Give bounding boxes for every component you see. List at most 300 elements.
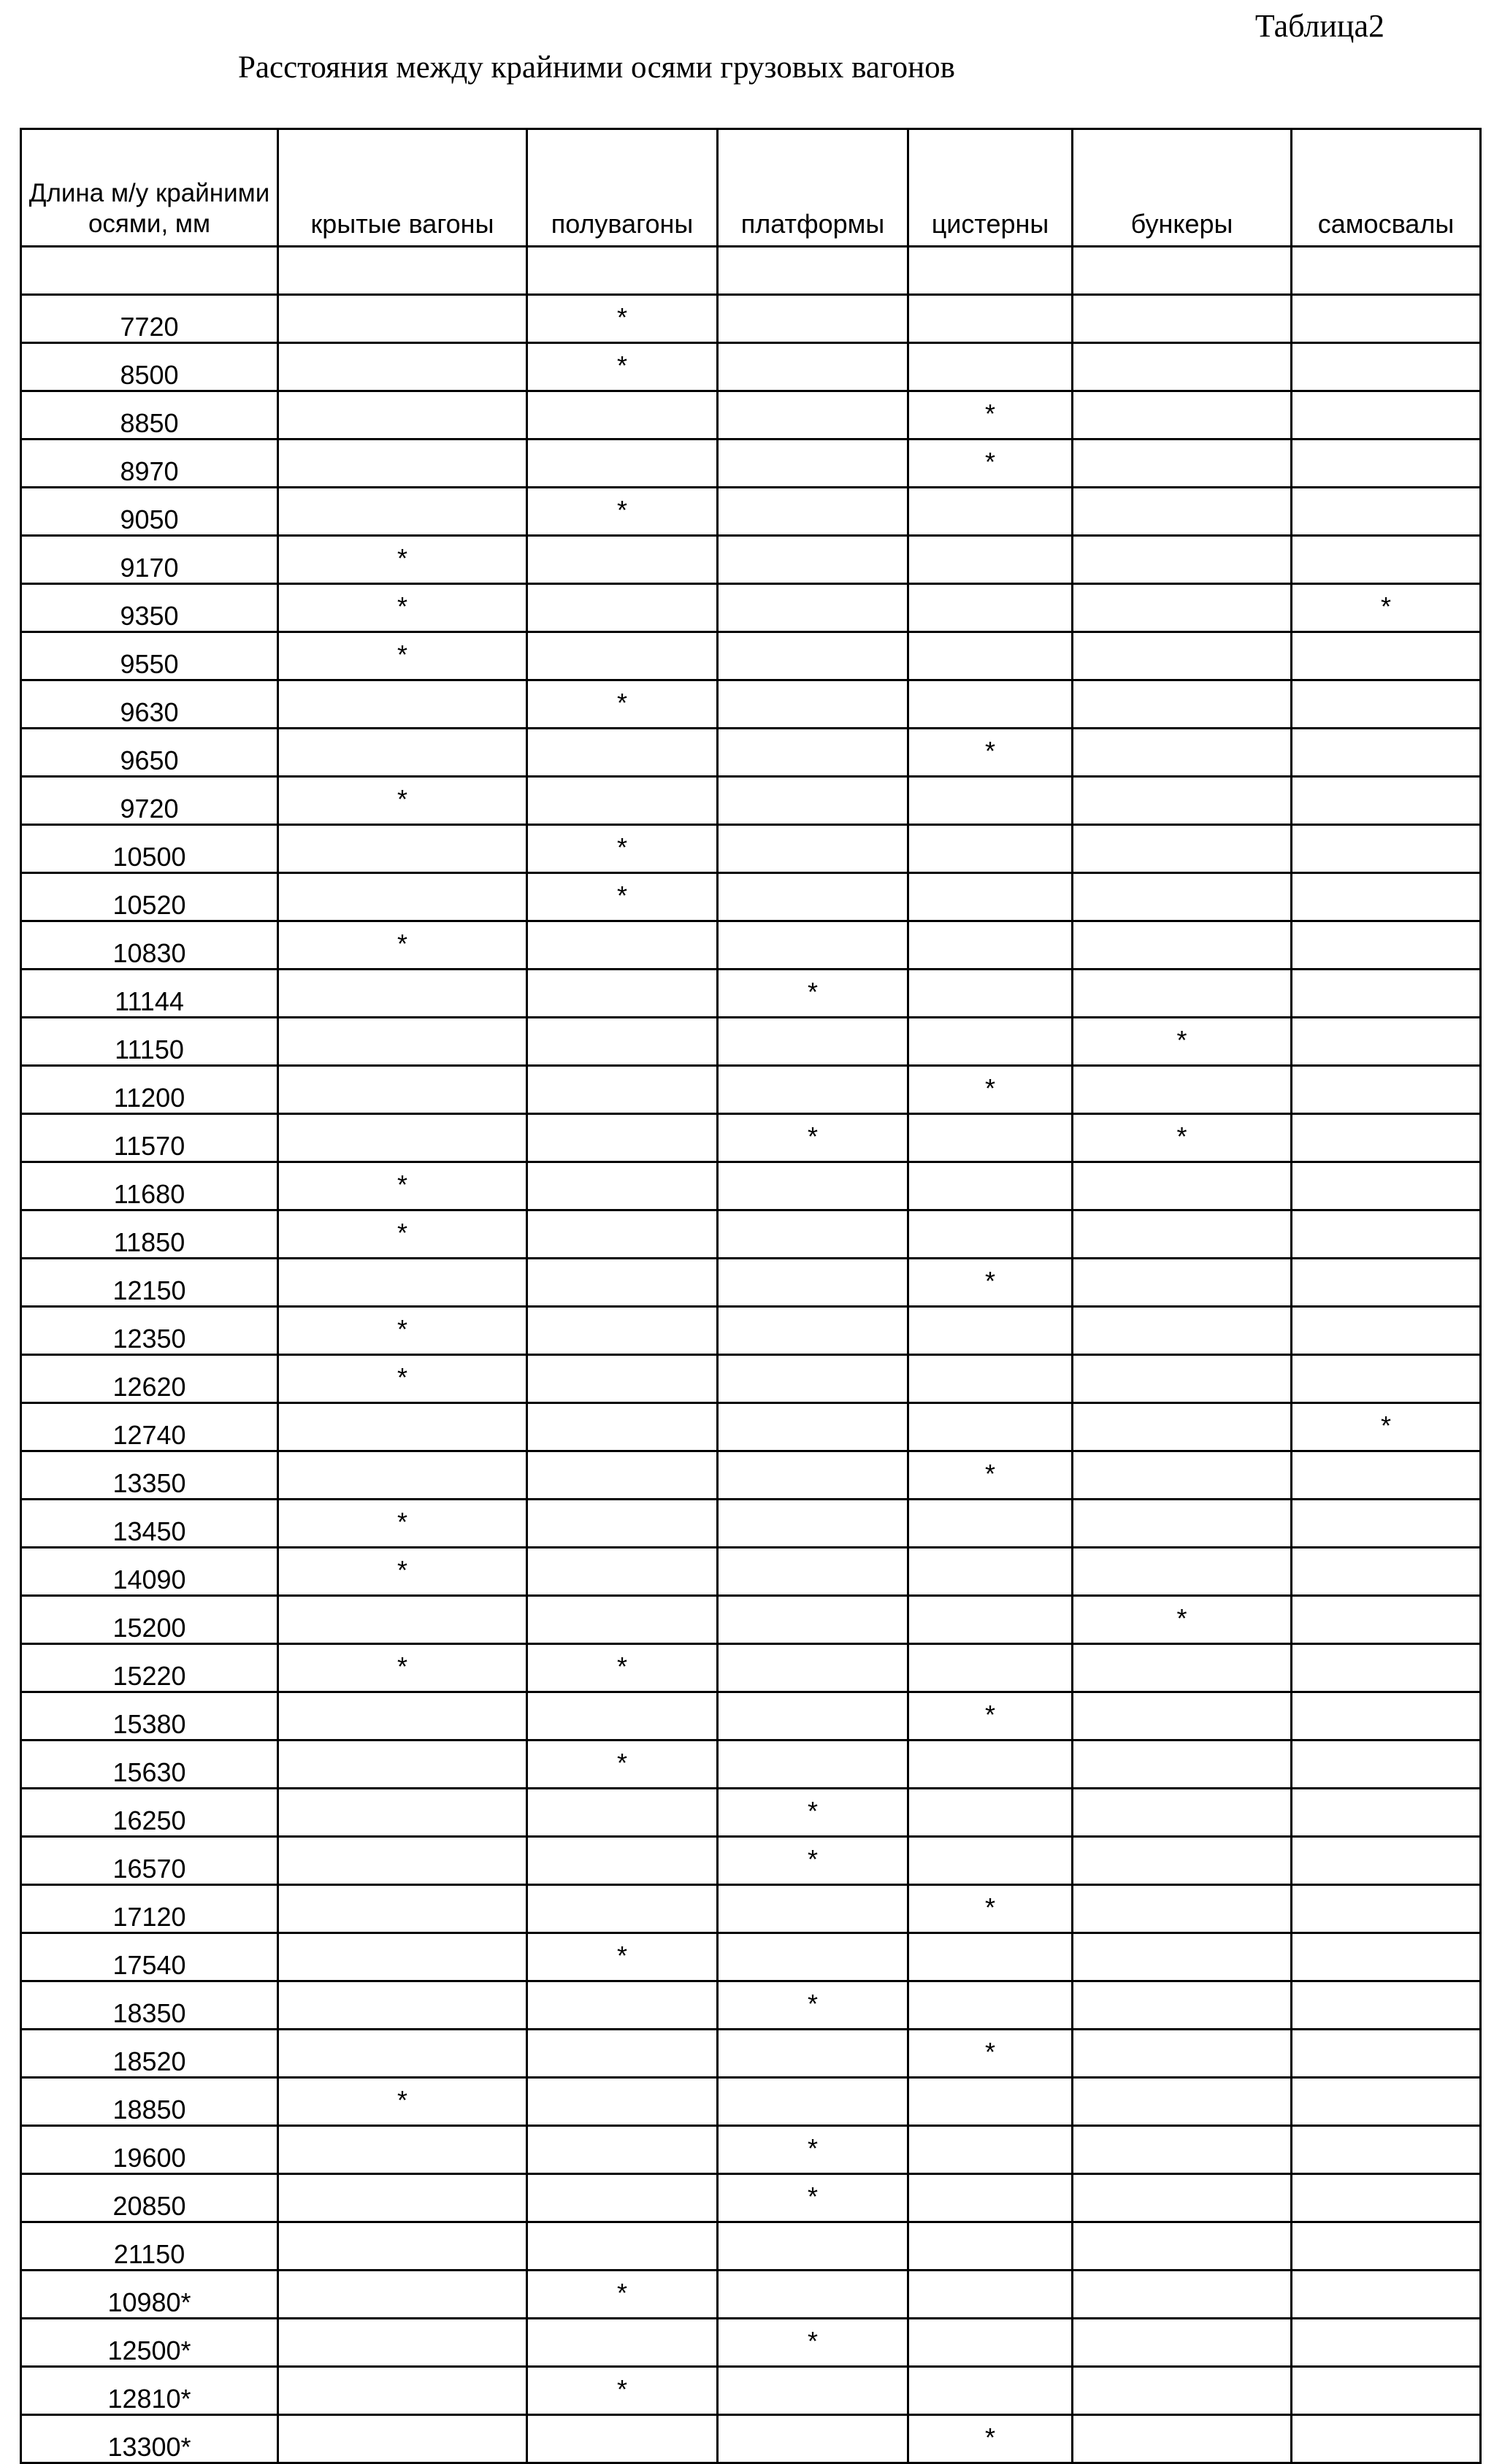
wagon-axle-table (20, 128, 1482, 2464)
header-length: Длина м/у крайними осями, мм (21, 129, 278, 247)
empty-cell (908, 2078, 1073, 2126)
empty-cell (908, 1018, 1073, 1066)
empty-cell (527, 1018, 718, 1066)
marker-cell: * (527, 488, 718, 536)
empty-cell (1073, 873, 1292, 921)
empty-cell (718, 1548, 908, 1596)
marker-cell: * (1292, 1403, 1481, 1451)
empty-cell (1073, 1885, 1292, 1933)
empty-cell (527, 921, 718, 970)
empty-cell (718, 825, 908, 873)
marker-cell: * (527, 295, 718, 343)
empty-cell (278, 1596, 527, 1644)
table-row (21, 1066, 1481, 1114)
empty-cell (908, 1789, 1073, 1837)
empty-cell (908, 2367, 1073, 2415)
empty-cell (1292, 970, 1481, 1018)
table-body (21, 247, 1481, 2463)
marker-cell: * (718, 1981, 908, 2030)
empty-cell (1073, 295, 1292, 343)
table-row (21, 1981, 1481, 2030)
marker-cell: * (527, 2271, 718, 2319)
table-row (21, 2415, 1481, 2463)
table-row (21, 2367, 1481, 2415)
table-row (21, 632, 1481, 680)
empty-cell (1292, 1596, 1481, 1644)
length-cell: 17120 (21, 1885, 278, 1933)
table-row (21, 1307, 1481, 1355)
empty-cell (527, 729, 718, 777)
marker-cell: * (908, 2415, 1073, 2463)
empty-cell (1292, 1692, 1481, 1740)
length-cell (21, 247, 278, 295)
empty-cell (1073, 777, 1292, 825)
empty-cell (908, 295, 1073, 343)
empty-cell (527, 1500, 718, 1548)
empty-cell (718, 247, 908, 295)
table-row (21, 1933, 1481, 1981)
empty-cell (718, 2367, 908, 2415)
empty-cell (278, 2271, 527, 2319)
table-row (21, 921, 1481, 970)
empty-cell (278, 2030, 527, 2078)
empty-cell (278, 1837, 527, 1885)
empty-cell (908, 2222, 1073, 2271)
empty-cell (1292, 1307, 1481, 1355)
empty-cell (527, 2078, 718, 2126)
empty-cell (278, 2319, 527, 2367)
empty-cell (1292, 632, 1481, 680)
empty-cell (1073, 1933, 1292, 1981)
empty-cell (718, 873, 908, 921)
empty-cell (527, 1451, 718, 1500)
empty-cell (908, 1114, 1073, 1162)
empty-cell (1073, 440, 1292, 488)
marker-cell: * (718, 1837, 908, 1885)
marker-cell: * (278, 536, 527, 584)
marker-cell: * (908, 440, 1073, 488)
header-covered-wagons: крытые вагоны (278, 129, 527, 247)
empty-cell (718, 1933, 908, 1981)
marker-cell: * (527, 2367, 718, 2415)
empty-cell (278, 1692, 527, 1740)
marker-cell: * (278, 1307, 527, 1355)
header-tanks: цистерны (908, 129, 1073, 247)
empty-cell (1292, 247, 1481, 295)
empty-cell (718, 295, 908, 343)
length-cell: 10500 (21, 825, 278, 873)
marker-cell: * (908, 391, 1073, 440)
empty-cell (278, 2415, 527, 2463)
empty-cell (718, 1162, 908, 1210)
marker-cell: * (278, 584, 527, 632)
empty-cell (1073, 343, 1292, 391)
empty-cell (1292, 1548, 1481, 1596)
empty-cell (908, 680, 1073, 729)
length-cell: 9170 (21, 536, 278, 584)
empty-cell (718, 536, 908, 584)
table-row (21, 1885, 1481, 1933)
empty-cell (1292, 440, 1481, 488)
empty-cell (527, 1596, 718, 1644)
empty-cell (718, 584, 908, 632)
length-cell: 11680 (21, 1162, 278, 1210)
empty-cell (278, 825, 527, 873)
length-cell: 15220 (21, 1644, 278, 1692)
length-cell: 11200 (21, 1066, 278, 1114)
empty-cell (908, 777, 1073, 825)
length-cell: 15380 (21, 1692, 278, 1740)
length-cell: 10980* (21, 2271, 278, 2319)
empty-cell (527, 1885, 718, 1933)
length-cell: 15200 (21, 1596, 278, 1644)
marker-cell: * (278, 1500, 527, 1548)
empty-cell (278, 2222, 527, 2271)
empty-cell (908, 1162, 1073, 1210)
empty-cell (1073, 2222, 1292, 2271)
empty-cell (1292, 1981, 1481, 2030)
empty-cell (908, 1740, 1073, 1789)
empty-cell (527, 2319, 718, 2367)
empty-cell (1073, 1307, 1292, 1355)
empty-cell (1292, 343, 1481, 391)
empty-cell (1073, 2126, 1292, 2174)
empty-cell (1073, 632, 1292, 680)
empty-cell (1073, 2319, 1292, 2367)
table-row (21, 2271, 1481, 2319)
empty-cell (1073, 584, 1292, 632)
length-cell: 12500* (21, 2319, 278, 2367)
length-cell: 15630 (21, 1740, 278, 1789)
table-row (21, 1451, 1481, 1500)
empty-cell (718, 1066, 908, 1114)
table-row (21, 1018, 1481, 1066)
empty-cell (908, 2174, 1073, 2222)
empty-cell (527, 1837, 718, 1885)
empty-cell (718, 1596, 908, 1644)
empty-cell (1292, 1451, 1481, 1500)
length-cell: 11150 (21, 1018, 278, 1066)
empty-cell (1073, 1789, 1292, 1837)
empty-cell (1073, 2367, 1292, 2415)
empty-cell (718, 1885, 908, 1933)
empty-cell (278, 2174, 527, 2222)
empty-cell (527, 584, 718, 632)
empty-cell (1073, 1981, 1292, 2030)
marker-cell: * (278, 921, 527, 970)
length-cell: 20850 (21, 2174, 278, 2222)
length-cell: 11144 (21, 970, 278, 1018)
empty-cell (718, 1644, 908, 1692)
empty-cell (527, 1789, 718, 1837)
length-cell: 21150 (21, 2222, 278, 2271)
marker-cell: * (527, 680, 718, 729)
empty-cell (718, 1355, 908, 1403)
empty-cell (1292, 1740, 1481, 1789)
length-cell: 13350 (21, 1451, 278, 1500)
empty-cell (908, 343, 1073, 391)
empty-cell (278, 1114, 527, 1162)
empty-cell (1073, 1740, 1292, 1789)
marker-cell: * (908, 1885, 1073, 1933)
table-row (21, 1644, 1481, 1692)
marker-cell: * (527, 1933, 718, 1981)
marker-cell: * (718, 1114, 908, 1162)
empty-cell (278, 1981, 527, 2030)
empty-cell (718, 1740, 908, 1789)
table-row (21, 391, 1481, 440)
table-row (21, 777, 1481, 825)
empty-cell (908, 921, 1073, 970)
empty-cell (1073, 1644, 1292, 1692)
marker-cell: * (718, 2126, 908, 2174)
header-hoppers: бункеры (1073, 129, 1292, 247)
length-cell: 12350 (21, 1307, 278, 1355)
empty-cell (1292, 729, 1481, 777)
empty-cell (1073, 729, 1292, 777)
length-cell: 13450 (21, 1500, 278, 1548)
empty-cell (527, 1981, 718, 2030)
length-cell: 9720 (21, 777, 278, 825)
table-row (21, 2030, 1481, 2078)
length-cell: 17540 (21, 1933, 278, 1981)
empty-cell (1073, 921, 1292, 970)
empty-cell (278, 1403, 527, 1451)
empty-cell (1292, 1885, 1481, 1933)
empty-cell (1073, 2030, 1292, 2078)
empty-cell (908, 1933, 1073, 1981)
empty-cell (908, 1981, 1073, 2030)
empty-cell (718, 2030, 908, 2078)
empty-cell (718, 921, 908, 970)
empty-cell (908, 1500, 1073, 1548)
marker-cell: * (278, 1644, 527, 1692)
table-row (21, 488, 1481, 536)
empty-cell (1292, 680, 1481, 729)
empty-cell (718, 343, 908, 391)
length-cell: 12810* (21, 2367, 278, 2415)
length-cell: 19600 (21, 2126, 278, 2174)
empty-cell (527, 2030, 718, 2078)
length-cell: 9650 (21, 729, 278, 777)
empty-cell (718, 2222, 908, 2271)
table-row (21, 680, 1481, 729)
table-row (21, 2078, 1481, 2126)
empty-cell (278, 1885, 527, 1933)
empty-cell (1292, 2319, 1481, 2367)
empty-cell (908, 632, 1073, 680)
empty-cell (908, 2126, 1073, 2174)
empty-cell (908, 1644, 1073, 1692)
length-cell: 9630 (21, 680, 278, 729)
empty-cell (1073, 1162, 1292, 1210)
table-row (21, 2222, 1481, 2271)
empty-cell (908, 873, 1073, 921)
empty-cell (278, 1259, 527, 1307)
marker-cell: * (278, 2078, 527, 2126)
table-row (21, 440, 1481, 488)
empty-cell (718, 1307, 908, 1355)
empty-cell (1073, 2174, 1292, 2222)
empty-cell (527, 970, 718, 1018)
length-cell: 13300* (21, 2415, 278, 2463)
empty-cell (1292, 873, 1481, 921)
empty-cell (278, 970, 527, 1018)
table-row (21, 1355, 1481, 1403)
empty-cell (1073, 680, 1292, 729)
empty-cell (527, 1210, 718, 1259)
empty-cell (1292, 1933, 1481, 1981)
empty-cell (527, 391, 718, 440)
empty-cell (908, 970, 1073, 1018)
empty-cell (1292, 1210, 1481, 1259)
marker-cell: * (908, 1692, 1073, 1740)
empty-cell (1073, 1210, 1292, 1259)
empty-cell (908, 1403, 1073, 1451)
empty-cell (1292, 1018, 1481, 1066)
marker-cell: * (908, 1066, 1073, 1114)
empty-cell (527, 247, 718, 295)
empty-cell (527, 632, 718, 680)
length-cell: 10520 (21, 873, 278, 921)
empty-cell (718, 1451, 908, 1500)
marker-cell: * (527, 825, 718, 873)
empty-cell (718, 1500, 908, 1548)
empty-cell (527, 1355, 718, 1403)
empty-cell (278, 391, 527, 440)
length-cell: 7720 (21, 295, 278, 343)
empty-cell (718, 1692, 908, 1740)
marker-cell: * (527, 1644, 718, 1692)
marker-cell: * (718, 970, 908, 1018)
empty-cell (1073, 2271, 1292, 2319)
empty-cell (908, 1548, 1073, 1596)
empty-cell (908, 247, 1073, 295)
empty-cell (278, 247, 527, 295)
document-title: Расстояния между крайними осями грузовых вагонов (238, 50, 955, 85)
length-cell: 16570 (21, 1837, 278, 1885)
empty-cell (718, 391, 908, 440)
empty-cell (278, 2126, 527, 2174)
marker-cell: * (278, 632, 527, 680)
header-row (21, 129, 1481, 247)
marker-cell: * (1073, 1018, 1292, 1066)
table-row (21, 1500, 1481, 1548)
table-row (21, 1548, 1481, 1596)
empty-cell (527, 1403, 718, 1451)
empty-cell (278, 873, 527, 921)
empty-cell (527, 1066, 718, 1114)
empty-cell (527, 2126, 718, 2174)
empty-cell (1292, 777, 1481, 825)
table-row (21, 343, 1481, 391)
marker-cell: * (278, 1162, 527, 1210)
empty-cell (1292, 2271, 1481, 2319)
empty-cell (908, 2319, 1073, 2367)
marker-cell: * (1073, 1114, 1292, 1162)
empty-cell (908, 825, 1073, 873)
marker-cell: * (278, 1355, 527, 1403)
empty-cell (278, 1451, 527, 1500)
length-cell: 9050 (21, 488, 278, 536)
empty-cell (718, 729, 908, 777)
marker-cell: * (527, 873, 718, 921)
header-platforms: платформы (718, 129, 908, 247)
table-row (21, 825, 1481, 873)
length-cell: 10830 (21, 921, 278, 970)
empty-cell (1292, 1162, 1481, 1210)
table-row (21, 1162, 1481, 1210)
empty-cell (1292, 2126, 1481, 2174)
empty-cell (1073, 1355, 1292, 1403)
empty-cell (527, 1259, 718, 1307)
empty-cell (527, 1692, 718, 1740)
empty-cell (1073, 970, 1292, 1018)
length-cell: 14090 (21, 1548, 278, 1596)
empty-cell (718, 1259, 908, 1307)
table-row (21, 295, 1481, 343)
empty-cell (1073, 1548, 1292, 1596)
empty-cell (1073, 2415, 1292, 2463)
empty-cell (527, 440, 718, 488)
marker-cell: * (908, 2030, 1073, 2078)
empty-cell (527, 777, 718, 825)
table-row (21, 970, 1481, 1018)
empty-cell (1073, 1259, 1292, 1307)
empty-cell (1292, 1066, 1481, 1114)
empty-cell (718, 777, 908, 825)
empty-cell (1073, 536, 1292, 584)
empty-cell (278, 680, 527, 729)
marker-cell: * (908, 1451, 1073, 1500)
empty-cell (527, 1307, 718, 1355)
empty-cell (1292, 825, 1481, 873)
empty-cell (1292, 921, 1481, 970)
empty-cell (908, 584, 1073, 632)
length-cell: 11570 (21, 1114, 278, 1162)
marker-cell: * (1292, 584, 1481, 632)
empty-cell (718, 1018, 908, 1066)
empty-cell (1292, 2415, 1481, 2463)
empty-cell (1073, 1500, 1292, 1548)
empty-cell (718, 488, 908, 536)
marker-cell: * (278, 777, 527, 825)
marker-cell: * (1073, 1596, 1292, 1644)
empty-cell (1292, 2030, 1481, 2078)
table-row (21, 1596, 1481, 1644)
empty-cell (1073, 1451, 1292, 1500)
marker-cell: * (527, 343, 718, 391)
empty-cell (1292, 1114, 1481, 1162)
empty-cell (1073, 1692, 1292, 1740)
empty-cell (1292, 1644, 1481, 1692)
empty-cell (527, 1114, 718, 1162)
length-cell: 8500 (21, 343, 278, 391)
empty-cell (278, 1789, 527, 1837)
empty-cell (1292, 2174, 1481, 2222)
length-cell: 18350 (21, 1981, 278, 2030)
empty-cell (908, 1307, 1073, 1355)
table-row (21, 729, 1481, 777)
length-cell: 9550 (21, 632, 278, 680)
empty-cell (1073, 1403, 1292, 1451)
empty-cell (527, 1548, 718, 1596)
marker-cell: * (278, 1548, 527, 1596)
length-cell: 11850 (21, 1210, 278, 1259)
marker-cell: * (718, 1789, 908, 1837)
table-row (21, 1259, 1481, 1307)
empty-cell (1073, 391, 1292, 440)
